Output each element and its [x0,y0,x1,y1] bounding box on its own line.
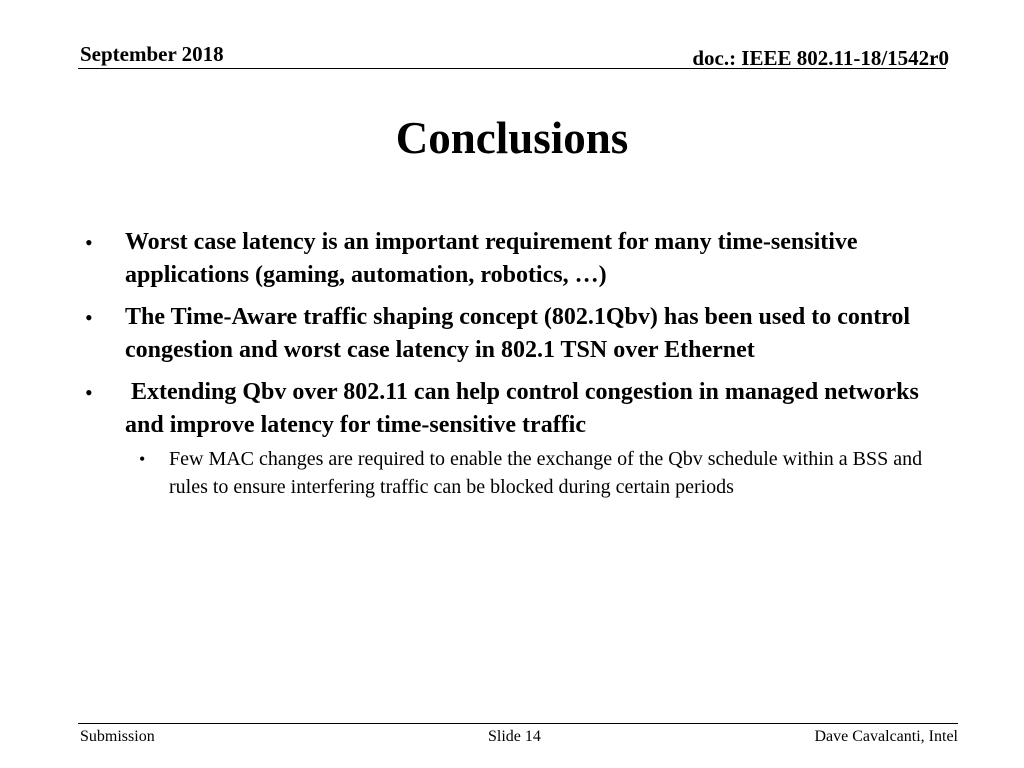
bullet-marker: • [85,230,93,255]
bullet-item [85,301,945,367]
sub-bullet-list [125,445,945,501]
bullet-text: Worst case latency is an important requirement for many time-sensitive applications (gaming, automation, robotics, …) [125,229,858,288]
footer-slide-number: Slide 14 [488,728,541,745]
bullet-text: The Time-Aware traffic shaping concept (802.1Qbv) has been used to control congestion and worst case latency in 802.1 TSN over Ethernet [125,304,911,363]
sub-bullet-item [125,445,935,501]
header-date: September 2018 [80,42,224,66]
bullet-marker: • [85,305,93,330]
sub-bullet-text: Few MAC changes are required to enable the exchange of the Qbv schedule within a BSS and rules to ensure interfering traffic can be blocked during certain periods [169,448,923,498]
slide-title: Conclusions [395,113,629,163]
bullet-item [85,226,945,292]
bullet-item [85,376,945,501]
sub-bullet-marker: • [139,449,146,469]
bullet-list [85,226,945,510]
header-doc-id: doc.: IEEE 802.11-18/1542r0 [692,46,949,70]
header-divider [78,68,946,69]
bullet-marker: • [85,380,93,405]
footer-submission: Submission [80,728,155,745]
footer-divider [78,723,958,724]
bullet-text: Extending Qbv over 802.11 can help control congestion in managed networks and improve latency for time-sensitive traffic [125,379,925,438]
footer-author: Dave Cavalcanti, Intel [814,728,958,745]
